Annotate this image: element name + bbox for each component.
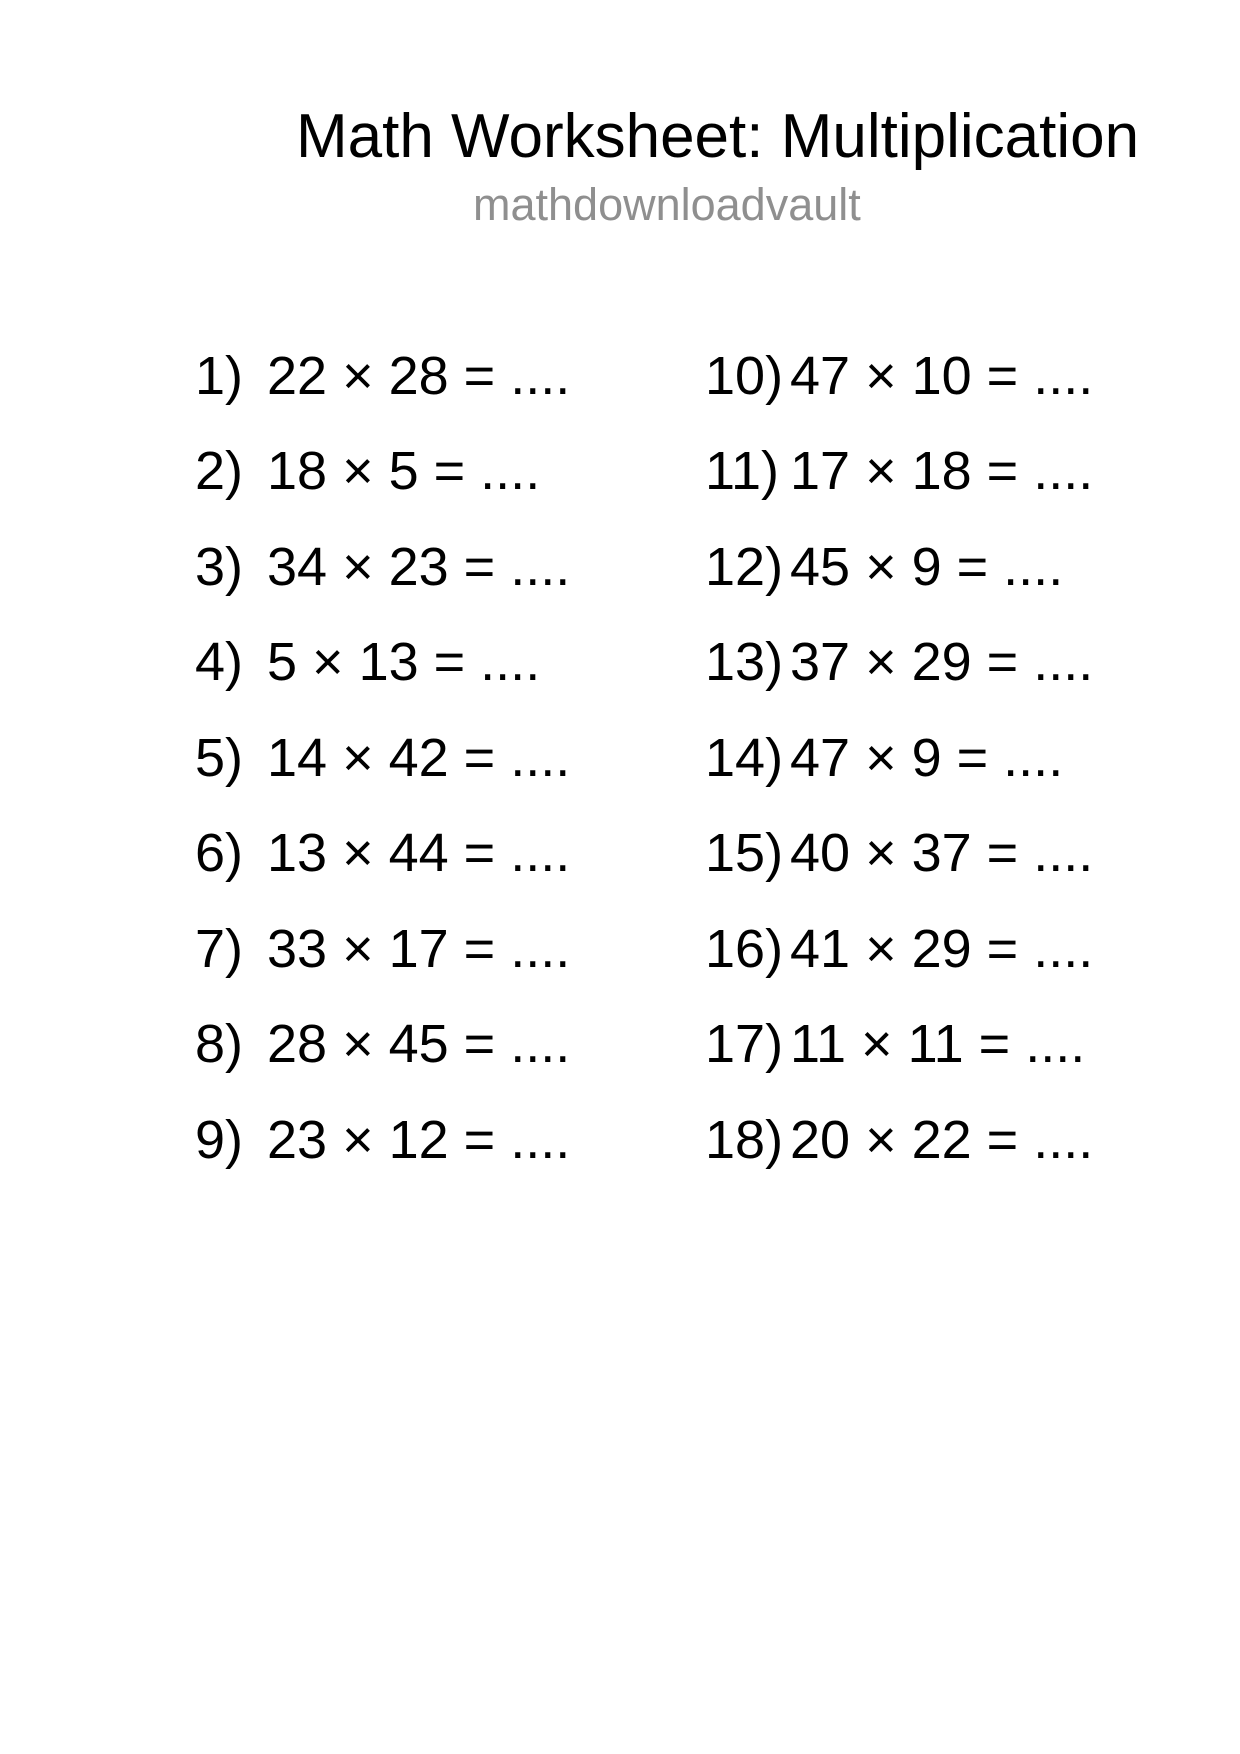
problem-number: 3): [195, 536, 244, 597]
problem-row: [705, 328, 1093, 424]
problem-number: 6): [195, 823, 244, 884]
problem-number: 15): [705, 823, 784, 884]
problem-expression: 37 × 29 = ....: [790, 632, 1094, 693]
problem-number: 13): [705, 632, 784, 693]
problems-column-left: [195, 328, 570, 1188]
problem-row: [705, 997, 1093, 1093]
problem-expression: 18 × 5 = ....: [267, 441, 541, 502]
problem-expression: 47 × 10 = ....: [790, 345, 1094, 406]
problem-row: [195, 901, 570, 997]
problem-row: [195, 997, 570, 1093]
problem-number: 10): [705, 345, 784, 406]
problem-number: 8): [195, 1014, 244, 1075]
problem-expression: 28 × 45 = ....: [267, 1014, 571, 1075]
problem-row: [705, 615, 1093, 711]
problem-expression: 33 × 17 = ....: [267, 918, 571, 979]
problem-row: [705, 519, 1093, 615]
problem-expression: 13 × 44 = ....: [267, 823, 571, 884]
problem-row: [195, 519, 570, 615]
problem-expression: 45 × 9 = ....: [790, 536, 1064, 597]
problem-expression: 23 × 12 = ....: [267, 1109, 571, 1170]
problem-row: [705, 710, 1093, 806]
problems-column-right: [705, 328, 1093, 1188]
problem-expression: 20 × 22 = ....: [790, 1109, 1094, 1170]
problem-row: [195, 806, 570, 902]
problem-number: 7): [195, 918, 244, 979]
problem-number: 12): [705, 536, 784, 597]
problem-number: 16): [705, 918, 784, 979]
problem-number: 2): [195, 441, 244, 502]
problem-number: 11): [705, 441, 780, 502]
problem-expression: 11 × 11 = ....: [790, 1014, 1086, 1075]
problem-row: [705, 1092, 1093, 1188]
problem-number: 14): [705, 727, 784, 788]
problem-number: 9): [195, 1109, 244, 1170]
page-title: Math Worksheet: Multiplication: [296, 102, 1140, 171]
problem-expression: 5 × 13 = ....: [267, 632, 541, 693]
problem-expression: 40 × 37 = ....: [790, 823, 1094, 884]
problem-expression: 22 × 28 = ....: [267, 345, 571, 406]
problem-row: [195, 424, 570, 520]
problem-expression: 17 × 18 = ....: [790, 441, 1094, 502]
problem-expression: 41 × 29 = ....: [790, 918, 1094, 979]
problem-expression: 47 × 9 = ....: [790, 727, 1064, 788]
problem-number: 17): [705, 1014, 784, 1075]
problem-number: 4): [195, 632, 244, 693]
problem-row: [705, 806, 1093, 902]
problem-number: 1): [195, 345, 244, 406]
problem-number: 18): [705, 1109, 784, 1170]
problem-row: [195, 710, 570, 806]
problem-row: [195, 328, 570, 424]
problem-number: 5): [195, 727, 244, 788]
problem-expression: 14 × 42 = ....: [267, 727, 571, 788]
problem-row: [195, 1092, 570, 1188]
page-subtitle: mathdownloadvault: [473, 179, 861, 230]
problem-expression: 34 × 23 = ....: [267, 536, 571, 597]
problem-row: [705, 424, 1093, 520]
problem-row: [705, 901, 1093, 997]
problem-row: [195, 615, 570, 711]
